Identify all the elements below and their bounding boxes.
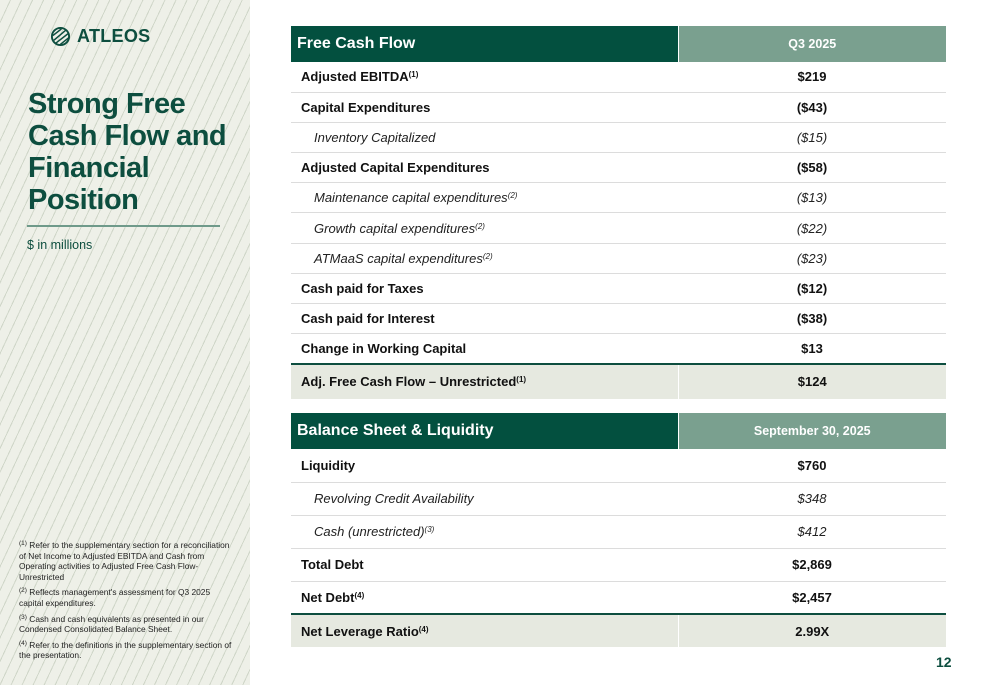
total-row [291, 364, 946, 399]
footnote-ref: (4) [418, 624, 429, 634]
footnote-marker: (2) [19, 587, 27, 595]
units-label: $ in millions [27, 238, 93, 252]
row-label-text: Liquidity [301, 457, 356, 473]
row-label-text: Cash (unrestricted) [314, 524, 425, 539]
row-label [291, 62, 678, 92]
company-logo [50, 26, 150, 47]
row-label [291, 548, 678, 581]
footnote-ref: (1) [408, 70, 419, 80]
table-row [291, 62, 946, 92]
table-header-row [291, 26, 946, 62]
row-label [291, 482, 678, 515]
row-value: $2,457 [678, 581, 946, 614]
free-cash-flow-table [291, 26, 946, 399]
footnote-ref: (2) [475, 221, 485, 231]
row-label [291, 122, 678, 152]
row-label-text: Maintenance capital expenditures [314, 190, 508, 206]
row-label-text: Revolving Credit Availability [314, 491, 474, 506]
table-row [291, 122, 946, 152]
table-row [291, 334, 946, 364]
row-label-text: Net Leverage Ratio [301, 623, 419, 639]
row-label [291, 273, 678, 303]
period-header: Q3 2025 [678, 26, 946, 62]
page-title: Strong Free Cash Flow and Financial Position [28, 88, 227, 216]
footnote-marker: (4) [19, 639, 27, 647]
page-number: 12 [936, 654, 952, 670]
row-value: ($13) [678, 183, 946, 213]
footnote-marker: (3) [19, 613, 27, 621]
footnote-ref: (2) [507, 191, 518, 201]
table-row [291, 449, 946, 482]
table-title: Balance Sheet & Liquidity [291, 413, 678, 449]
row-label [291, 92, 678, 122]
table-header-row [291, 413, 946, 449]
row-label-text: Change in Working Capital [301, 341, 467, 357]
footnote [19, 640, 234, 661]
row-label-text: Total Debt [301, 557, 364, 572]
footnote-text: Refer to the supplementary section for a reconciliation of Net Income to Adjusted EBITDA and Cash from Operating activities to Adjusted Free Cash Flow-Unrestricted [19, 540, 230, 582]
row-label [291, 334, 678, 364]
row-label [291, 581, 678, 614]
row-label [291, 243, 678, 273]
row-label-text: Cash paid for Interest [301, 311, 435, 327]
footnote [19, 540, 234, 582]
footnote-text: Reflects management's assessment for Q3 2025 capital expenditures. [19, 587, 211, 608]
footnote-ref: (4) [354, 590, 365, 600]
footnotes [19, 540, 234, 666]
table-row [291, 304, 946, 334]
row-label [291, 213, 678, 243]
row-label-text: Capital Expenditures [301, 99, 431, 115]
table-title: Free Cash Flow [291, 26, 678, 62]
table-row [291, 581, 946, 614]
logo-text: ATLEOS [77, 26, 151, 46]
footnote-text: Cash and cash equivalents as presented in our Condensed Consolidated Balance Sheet. [19, 613, 204, 635]
footnote-marker: (1) [19, 540, 27, 547]
row-label-text: Cash paid for Taxes [301, 280, 424, 296]
row-label [291, 183, 678, 213]
row-value: ($23) [678, 243, 946, 273]
footnote-text: Refer to the definitions in the supplementary section of the presentation. [19, 639, 232, 661]
table-row [291, 153, 946, 183]
footnote [19, 614, 234, 635]
table-row [291, 92, 946, 122]
period-header: September 30, 2025 [678, 413, 946, 449]
row-label [291, 449, 678, 482]
row-value: ($12) [678, 273, 946, 303]
row-value: $219 [678, 62, 946, 92]
row-label-text: Growth capital expenditures [314, 220, 476, 236]
row-value: ($38) [678, 304, 946, 334]
row-label-text: Adjusted Capital Expenditures [301, 160, 490, 176]
row-value: $760 [678, 449, 946, 482]
footnote-ref: (3) [424, 525, 435, 534]
row-label [291, 364, 678, 399]
table-row [291, 213, 946, 243]
row-label [291, 304, 678, 334]
row-value: ($58) [678, 153, 946, 183]
row-value: ($22) [678, 213, 946, 243]
row-label-text: Inventory Capitalized [314, 129, 436, 145]
table-row [291, 482, 946, 515]
row-value: ($15) [678, 122, 946, 152]
balance-sheet-liquidity-table [291, 413, 946, 647]
row-value: ($43) [678, 92, 946, 122]
table-row [291, 183, 946, 213]
row-label [291, 515, 678, 548]
footnote-ref: (2) [482, 251, 493, 261]
table-row [291, 273, 946, 303]
row-value: $412 [678, 515, 946, 548]
total-row [291, 614, 946, 647]
row-value: $13 [678, 334, 946, 364]
row-label [291, 614, 678, 647]
row-label-text: Net Debt [301, 589, 355, 605]
row-label-text: Adjusted EBITDA [301, 69, 409, 85]
row-label-text: Adj. Free Cash Flow – Unrestricted [301, 374, 517, 390]
row-value: $2,869 [678, 548, 946, 581]
table-row [291, 548, 946, 581]
row-value: $124 [678, 364, 946, 399]
sidebar-panel [0, 0, 250, 685]
row-value: $348 [678, 482, 946, 515]
table-row [291, 243, 946, 273]
footnote [19, 587, 234, 608]
table-row [291, 515, 946, 548]
globe-logo-icon [50, 26, 71, 47]
row-label-text: ATMaaS capital expenditures [314, 250, 483, 266]
title-divider [27, 225, 220, 227]
row-label [291, 153, 678, 183]
row-value: 2.99X [678, 614, 946, 647]
footnote-ref: (1) [516, 375, 527, 385]
